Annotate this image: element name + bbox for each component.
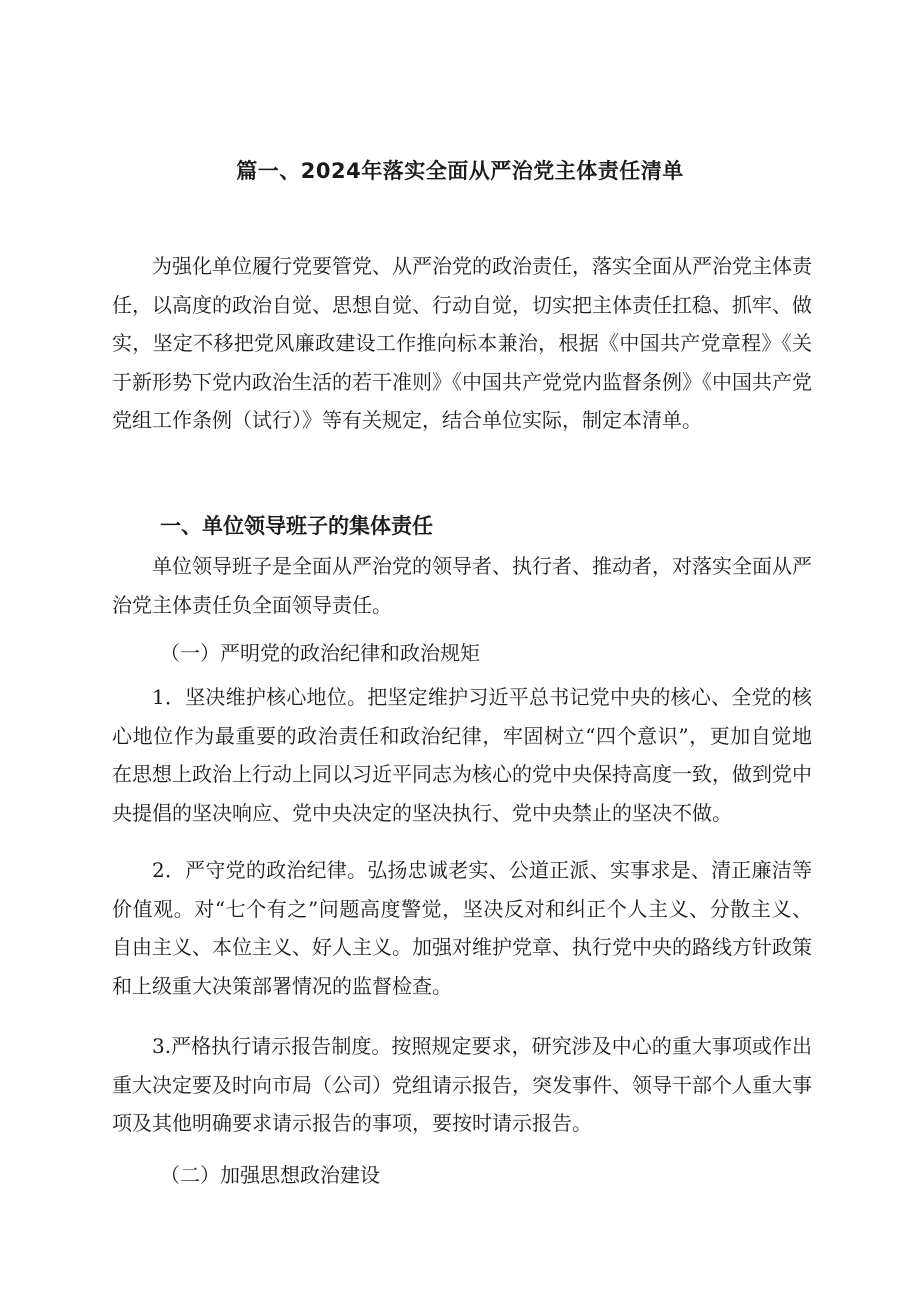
document-title: 篇一、2024年落实全面从严治党主体责任清单 — [236, 159, 684, 183]
list-item-2: 2．严守党的政治纪律。弘扬忠诚老实、公道正派、实事求是、清正廉洁等价值观。对“七个有之”问题高度警觉，坚决反对和纠正个人主义、分散主义、自由主义、本位主义、好人主义。加强对维护党章、执行党中央的路线方针政策和上级重大决策部署情况的监督检查。 — [112, 858, 812, 998]
intro-paragraph: 为强化单位履行党要管党、从严治党的政治责任，落实全面从严治党主体责任，以高度的政治自觉、思想自觉、行动自觉，切实把主体责任扛稳、抓牢、做实，坚定不移把党风廉政建设工作推向标本兼治，根据《中国共产党章程》《关于新形势下党内政治生活的若干准则》《中国共产党党内监督条例》《中国共产党党组工作条例（试行）》等有关规定，结合单位实际，制定本清单。 — [112, 254, 812, 432]
list-item-1: 1．坚决维护核心地位。把坚定维护习近平总书记党中央的核心、全党的核心地位作为最重要的政治责任和政治纪律，牢固树立“四个意识”，更加自觉地在思想上政治上行动上同以习近平同志为核心的党中央保持高度一致，做到党中央提倡的坚决响应、党中央决定的坚决执行、党中央禁止的坚决不做。 — [112, 685, 812, 825]
section-body: 单位领导班子是全面从严治党的领导者、执行者、推动者，对落实全面从严治党主体责任负全面领导责任。 — [112, 554, 812, 617]
subsection-heading-2: （二）加强思想政治建设 — [160, 1163, 380, 1187]
subsection-heading-1: （一）严明党的政治纪律和政治规矩 — [160, 641, 480, 665]
list-item-3: 3.严格执行请示报告制度。按照规定要求，研究涉及中心的重大事项或作出重大决定要及时向市局（公司）党组请示报告，突发事件、领导干部个人重大事项及其他明确要求请示报告的事项，要按时请示报告。 — [112, 1034, 812, 1135]
section-heading: 一、单位领导班子的集体责任 — [160, 514, 433, 538]
